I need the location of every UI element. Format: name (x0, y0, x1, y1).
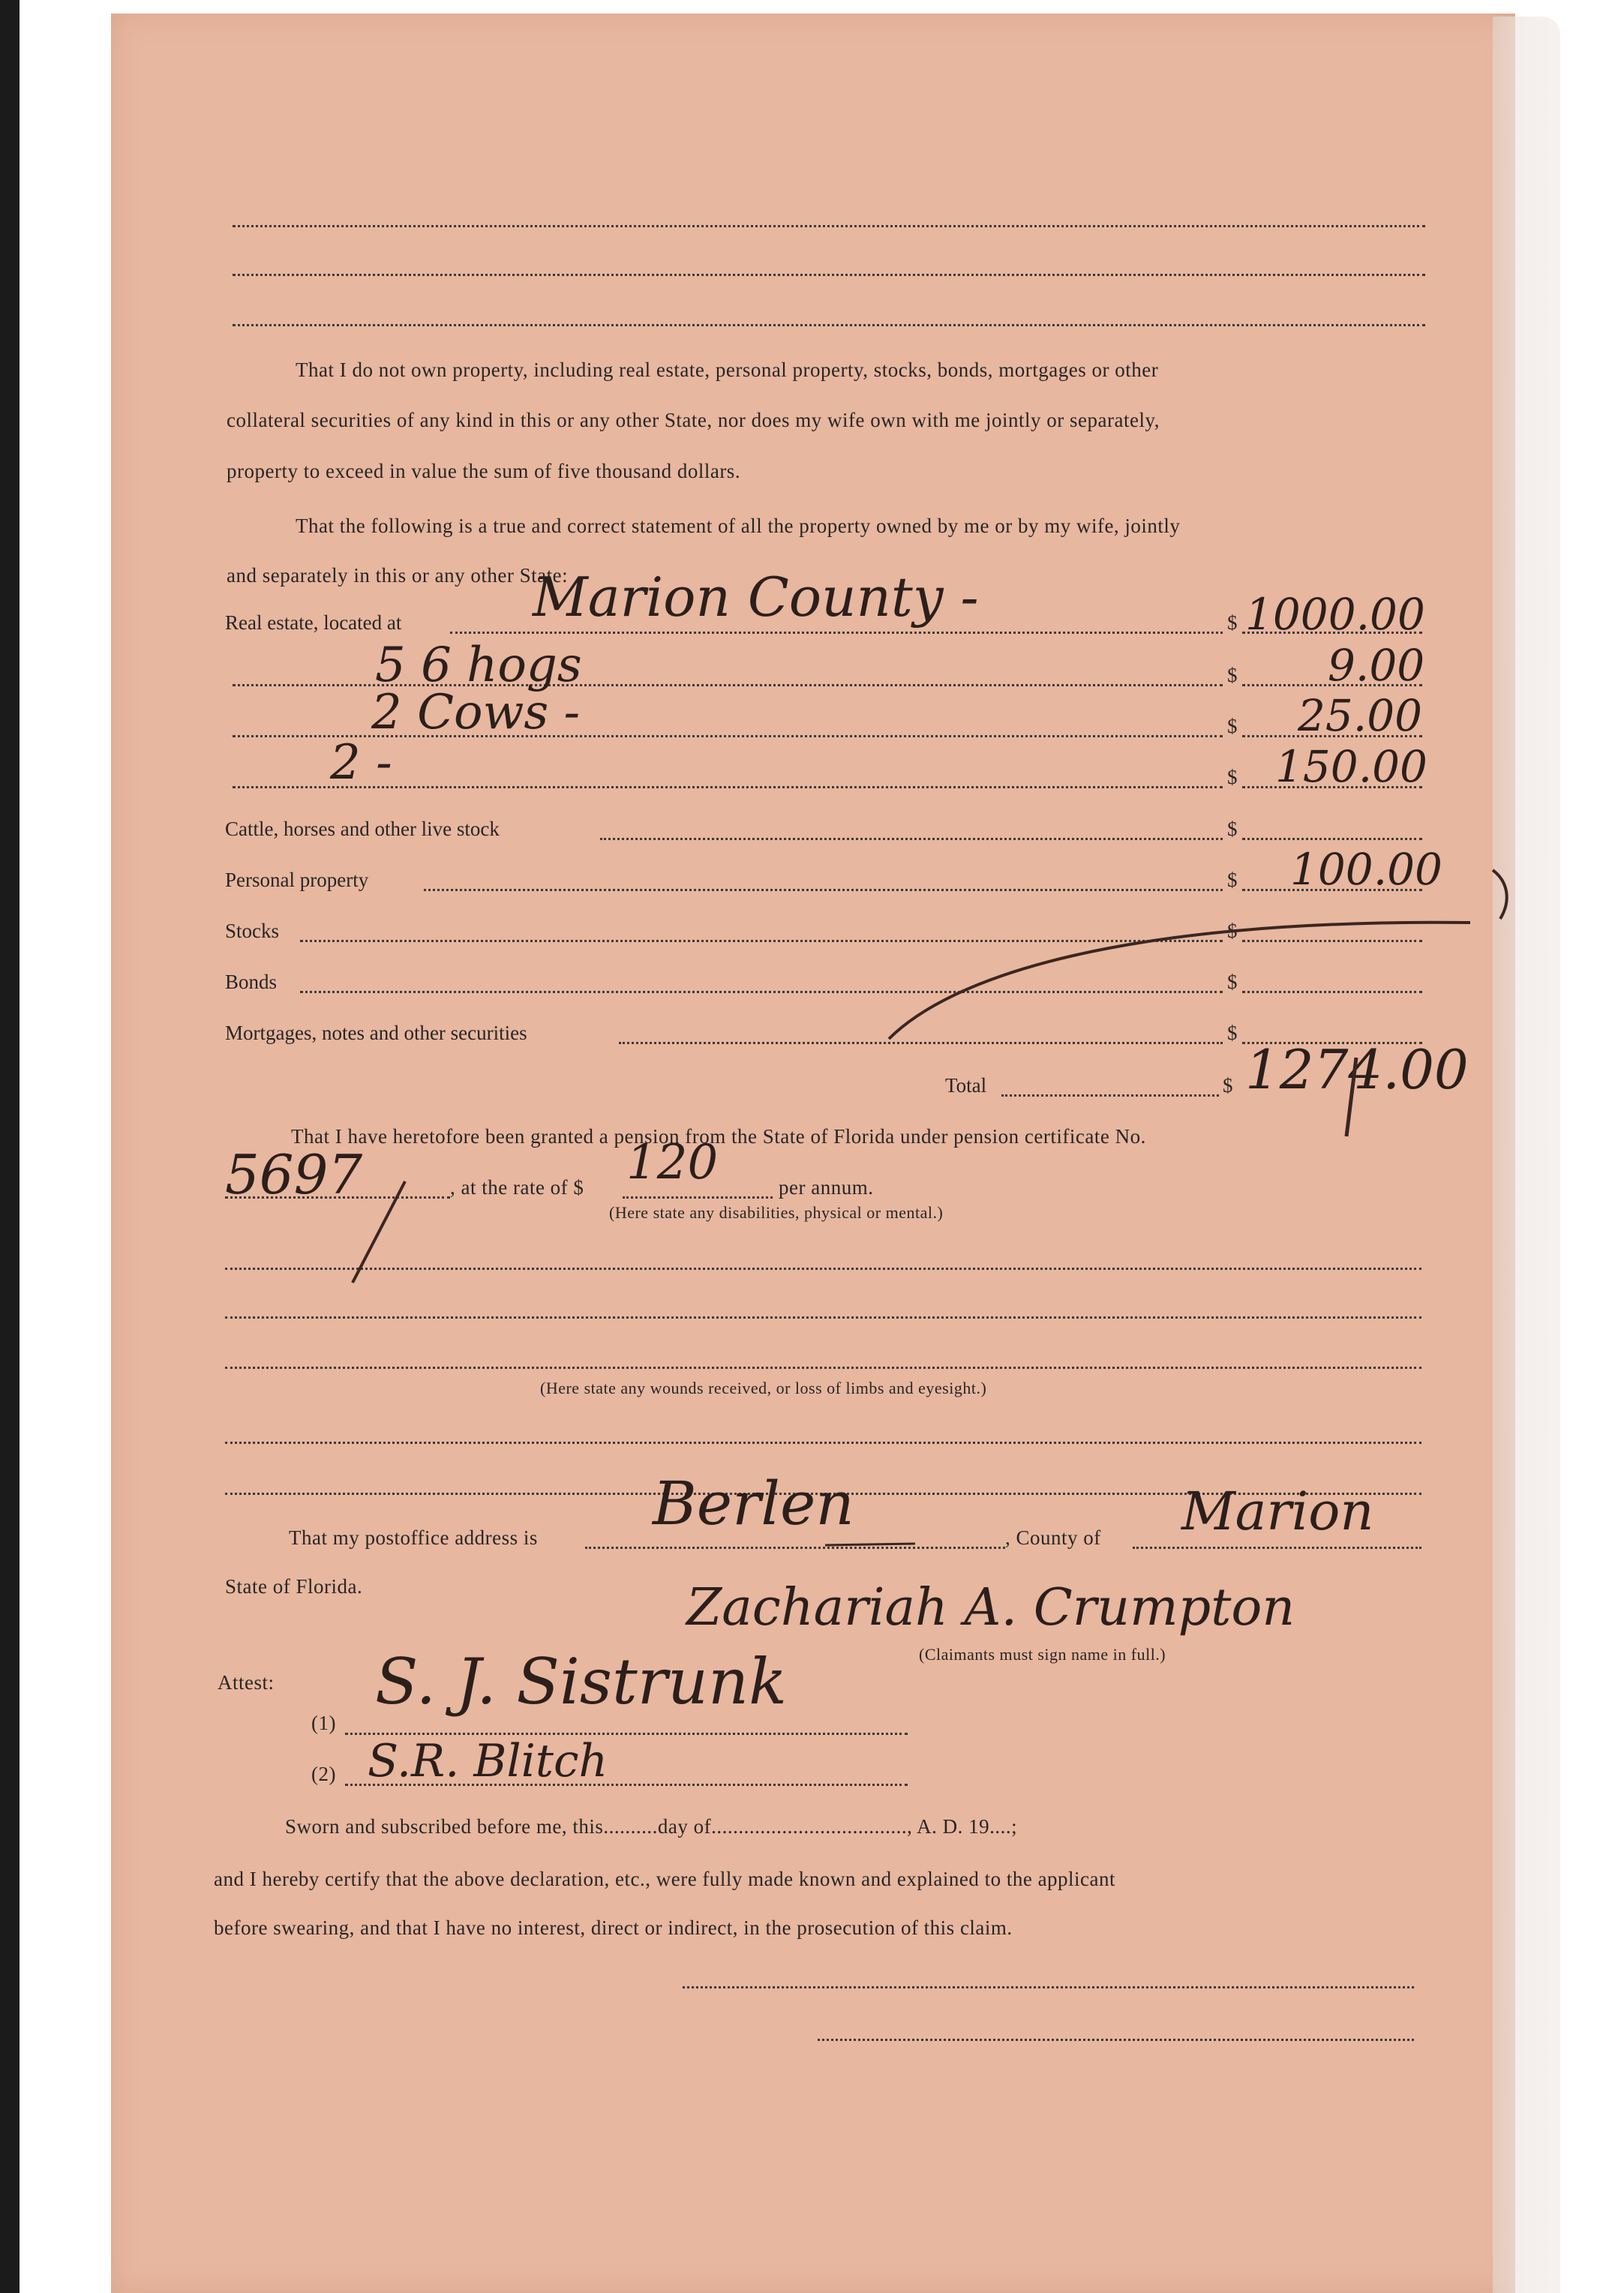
property-row-4-amount: 150.00 (1275, 741, 1427, 792)
real-estate-location: Marion County - (533, 566, 979, 629)
wounds-note: (Here state any wounds received, or loss of limbs and eyesight.) (540, 1379, 987, 1397)
dollar-sign: $ (1223, 1074, 1233, 1097)
dollar-sign: $ (1227, 1022, 1238, 1044)
pension-rate-suffix: per annum. (779, 1176, 874, 1199)
intro-line-3: property to exceed in value the sum of five thousand dollars. (227, 460, 741, 482)
county-prefix: , County of (1005, 1526, 1101, 1549)
property-row-3-amount: 25.00 (1298, 690, 1423, 741)
pension-rate: 120 (626, 1135, 719, 1190)
intro-line-4: That the following is a true and correct statement of all the property owned by me or by my wife, jointly (296, 515, 1181, 537)
claimant-signature: Zachariah A. Crumpton (686, 1578, 1295, 1637)
pension-rate-prefix: , at the rate of $ (450, 1176, 584, 1199)
attest-label: Attest: (218, 1671, 275, 1694)
dollar-sign: $ (1227, 715, 1238, 737)
intro-line-1: That I do not own property, including real estate, personal property, stocks, bonds, mortgages or other (296, 359, 1159, 381)
address-prefix: That my postoffice address is (289, 1526, 538, 1549)
dollar-sign: $ (1227, 920, 1238, 942)
intro-line-5: and separately in this or any other State: (227, 564, 569, 587)
state-line: State of Florida. (225, 1575, 363, 1598)
witness-1-signature: S. J. Sistrunk (375, 1645, 788, 1718)
pension-sentence: That I have heretofore been granted a pension from the State of Florida under pension certificate No. (291, 1125, 1146, 1148)
property-row-3-desc: 2 Cows - (371, 685, 581, 740)
personal-property-label: Personal property (225, 869, 369, 891)
property-row-2-amount: 9.00 (1328, 640, 1425, 691)
total-vertical-stroke (1346, 1058, 1356, 1136)
dollar-sign: $ (1227, 869, 1238, 891)
dollar-sign: $ (1227, 818, 1238, 840)
intro-line-2: collateral securities of any kind in this or any other State, nor does my wife own with me jointly or separately, (227, 409, 1160, 431)
real-estate-label: Real estate, located at (225, 611, 402, 634)
total-amount: 1274.00 (1245, 1038, 1469, 1101)
property-row-4-desc: 2 - (330, 735, 392, 791)
cattle-label: Cattle, horses and other live stock (225, 818, 500, 840)
personal-property-amount: 100.00 (1290, 844, 1442, 895)
dollar-sign: $ (1227, 664, 1238, 686)
sworn-line-2: and I hereby certify that the above declaration, etc., were fully made known and explained to the applicant (214, 1868, 1116, 1890)
address-city: Berlen (653, 1469, 854, 1538)
total-label: Total (945, 1074, 987, 1097)
real-estate-amount: 1000.00 (1245, 589, 1425, 640)
disabilities-note: (Here state any disabilities, physical or mental.) (609, 1203, 944, 1222)
property-row-2-desc: 5 6 hogs (375, 638, 582, 693)
witness-1-number: (1) (311, 1712, 336, 1734)
witness-2-signature: S.R. Blitch (368, 1735, 608, 1787)
certificate-stroke (353, 1181, 405, 1283)
sworn-line-3: before swearing, and that I have no interest, direct or indirect, in the prosecution of this claim. (214, 1916, 1013, 1939)
dollar-sign: $ (1227, 971, 1238, 993)
bonds-label: Bonds (225, 971, 278, 993)
address-county: Marion (1181, 1481, 1374, 1542)
stocks-label: Stocks (225, 920, 280, 942)
strike-through-curve (889, 923, 1470, 1039)
dollar-sign: $ (1227, 766, 1238, 788)
witness-2-number: (2) (311, 1763, 336, 1785)
pension-certificate-number: 5697 (225, 1143, 363, 1206)
address-underline-stroke (825, 1544, 915, 1545)
claimant-signature-note: (Claimants must sign name in full.) (919, 1645, 1166, 1664)
mortgages-label: Mortgages, notes and other securities (225, 1022, 527, 1044)
sworn-line-1: Sworn and subscribed before me, this..........day of...................................., A. D. 19....; (285, 1815, 1018, 1838)
dollar-sign: $ (1227, 611, 1238, 634)
bracket-stroke (1493, 870, 1507, 919)
